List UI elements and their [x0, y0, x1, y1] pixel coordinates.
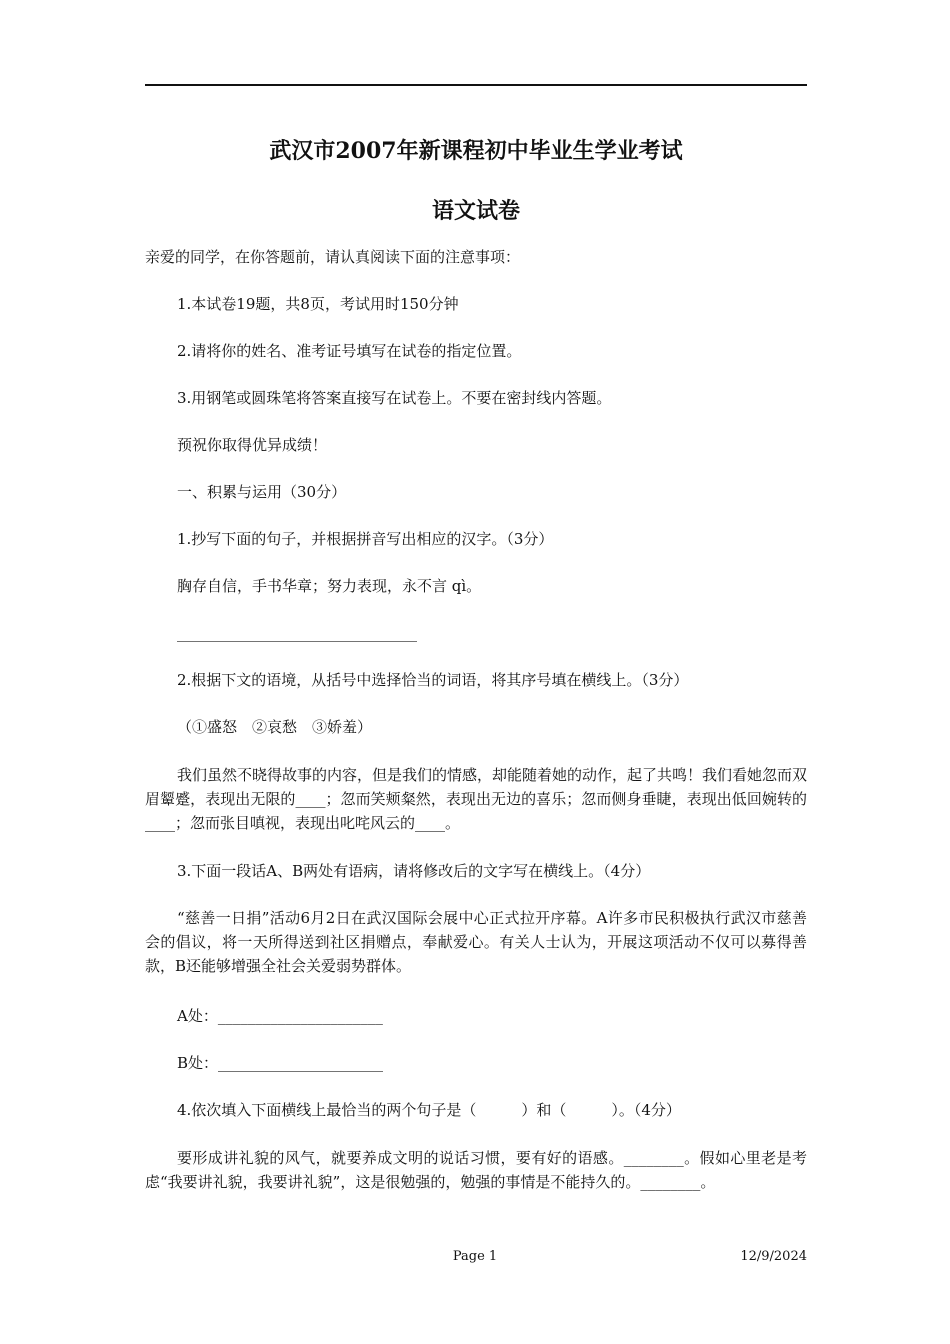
section-1-heading: 一、积累与运用（30分）	[177, 483, 347, 501]
intro-wish: 预祝你取得优异成绩！	[177, 436, 328, 454]
question-1-sentence: 胸存自信，手书华章；努力表现，永不言 qì。	[177, 577, 482, 595]
exam-subtitle: 语文试卷	[431, 198, 520, 224]
header-rule	[145, 84, 807, 86]
footer-date: 12/9/2024	[740, 1249, 807, 1264]
question-2-passage: 我们虽然不晓得故事的内容，但是我们的情感，却能随着她的动作，起了共鸣！我们看她忽而双眉颦蹙，表现出无限的____；忽而笑颊粲然，表现出无边的喜乐；忽而侧身垂睫，表现出低回婉转的____；忽而张目嗔视，表现出叱咤风云的____。	[145, 766, 808, 832]
question-3-prompt: 3.下面一段话A、B两处有语病，请将修改后的文字写在横线上。（4分）	[177, 862, 651, 880]
intro-note-3: 3.用钢笔或圆珠笔将答案直接写在试卷上。不要在密封线内答题。	[177, 389, 612, 407]
exam-title: 武汉市2007年新课程初中毕业生学业考试	[269, 138, 683, 164]
question-4-passage: 要形成讲礼貌的风气，就要养成文明的说话习惯，要有好的语感。________。假如心里老是考虑“我要讲礼貌，我要讲礼貌”，这是很勉强的，勉强的事情是不能持久的。________。	[145, 1149, 807, 1191]
footer-page-number: Page 1	[452, 1249, 498, 1264]
question-1-prompt: 1.抄写下面的句子，并根据拼音写出相应的汉字。（3分）	[177, 530, 554, 548]
question-3-answer-b: B处：______________________	[177, 1054, 384, 1072]
question-3-answer-a: A处：______________________	[177, 1007, 383, 1025]
intro-note-1: 1.本试卷19题，共8页，考试用时150分钟	[177, 295, 459, 313]
question-3-passage: “慈善一日捐”活动6月2日在武汉国际会展中心正式拉开序幕。A许多市民积极执行武汉市慈善会的倡议，将一天所得送到社区捐赠点，奉献爱心。有关人士认为，开展这项活动不仅可以募得善款，B还能够增强全社会关爱弱势群体。	[145, 909, 807, 975]
question-2-options: （①盛怒 ②哀愁 ③娇羞）	[177, 718, 373, 736]
intro-greeting: 亲爱的同学，在你答题前，请认真阅读下面的注意事项：	[145, 248, 521, 266]
question-1-answer-line: ________________________________	[177, 624, 417, 642]
question-2-prompt: 2.根据下文的语境，从括号中选择恰当的词语，将其序号填在横线上。（3分）	[177, 671, 689, 689]
question-4-prompt: 4.依次填入下面横线上最恰当的两个句子是（ ）和（ ）。（4分）	[177, 1101, 681, 1119]
intro-note-2: 2.请将你的姓名、准考证号填写在试卷的指定位置。	[177, 342, 522, 360]
